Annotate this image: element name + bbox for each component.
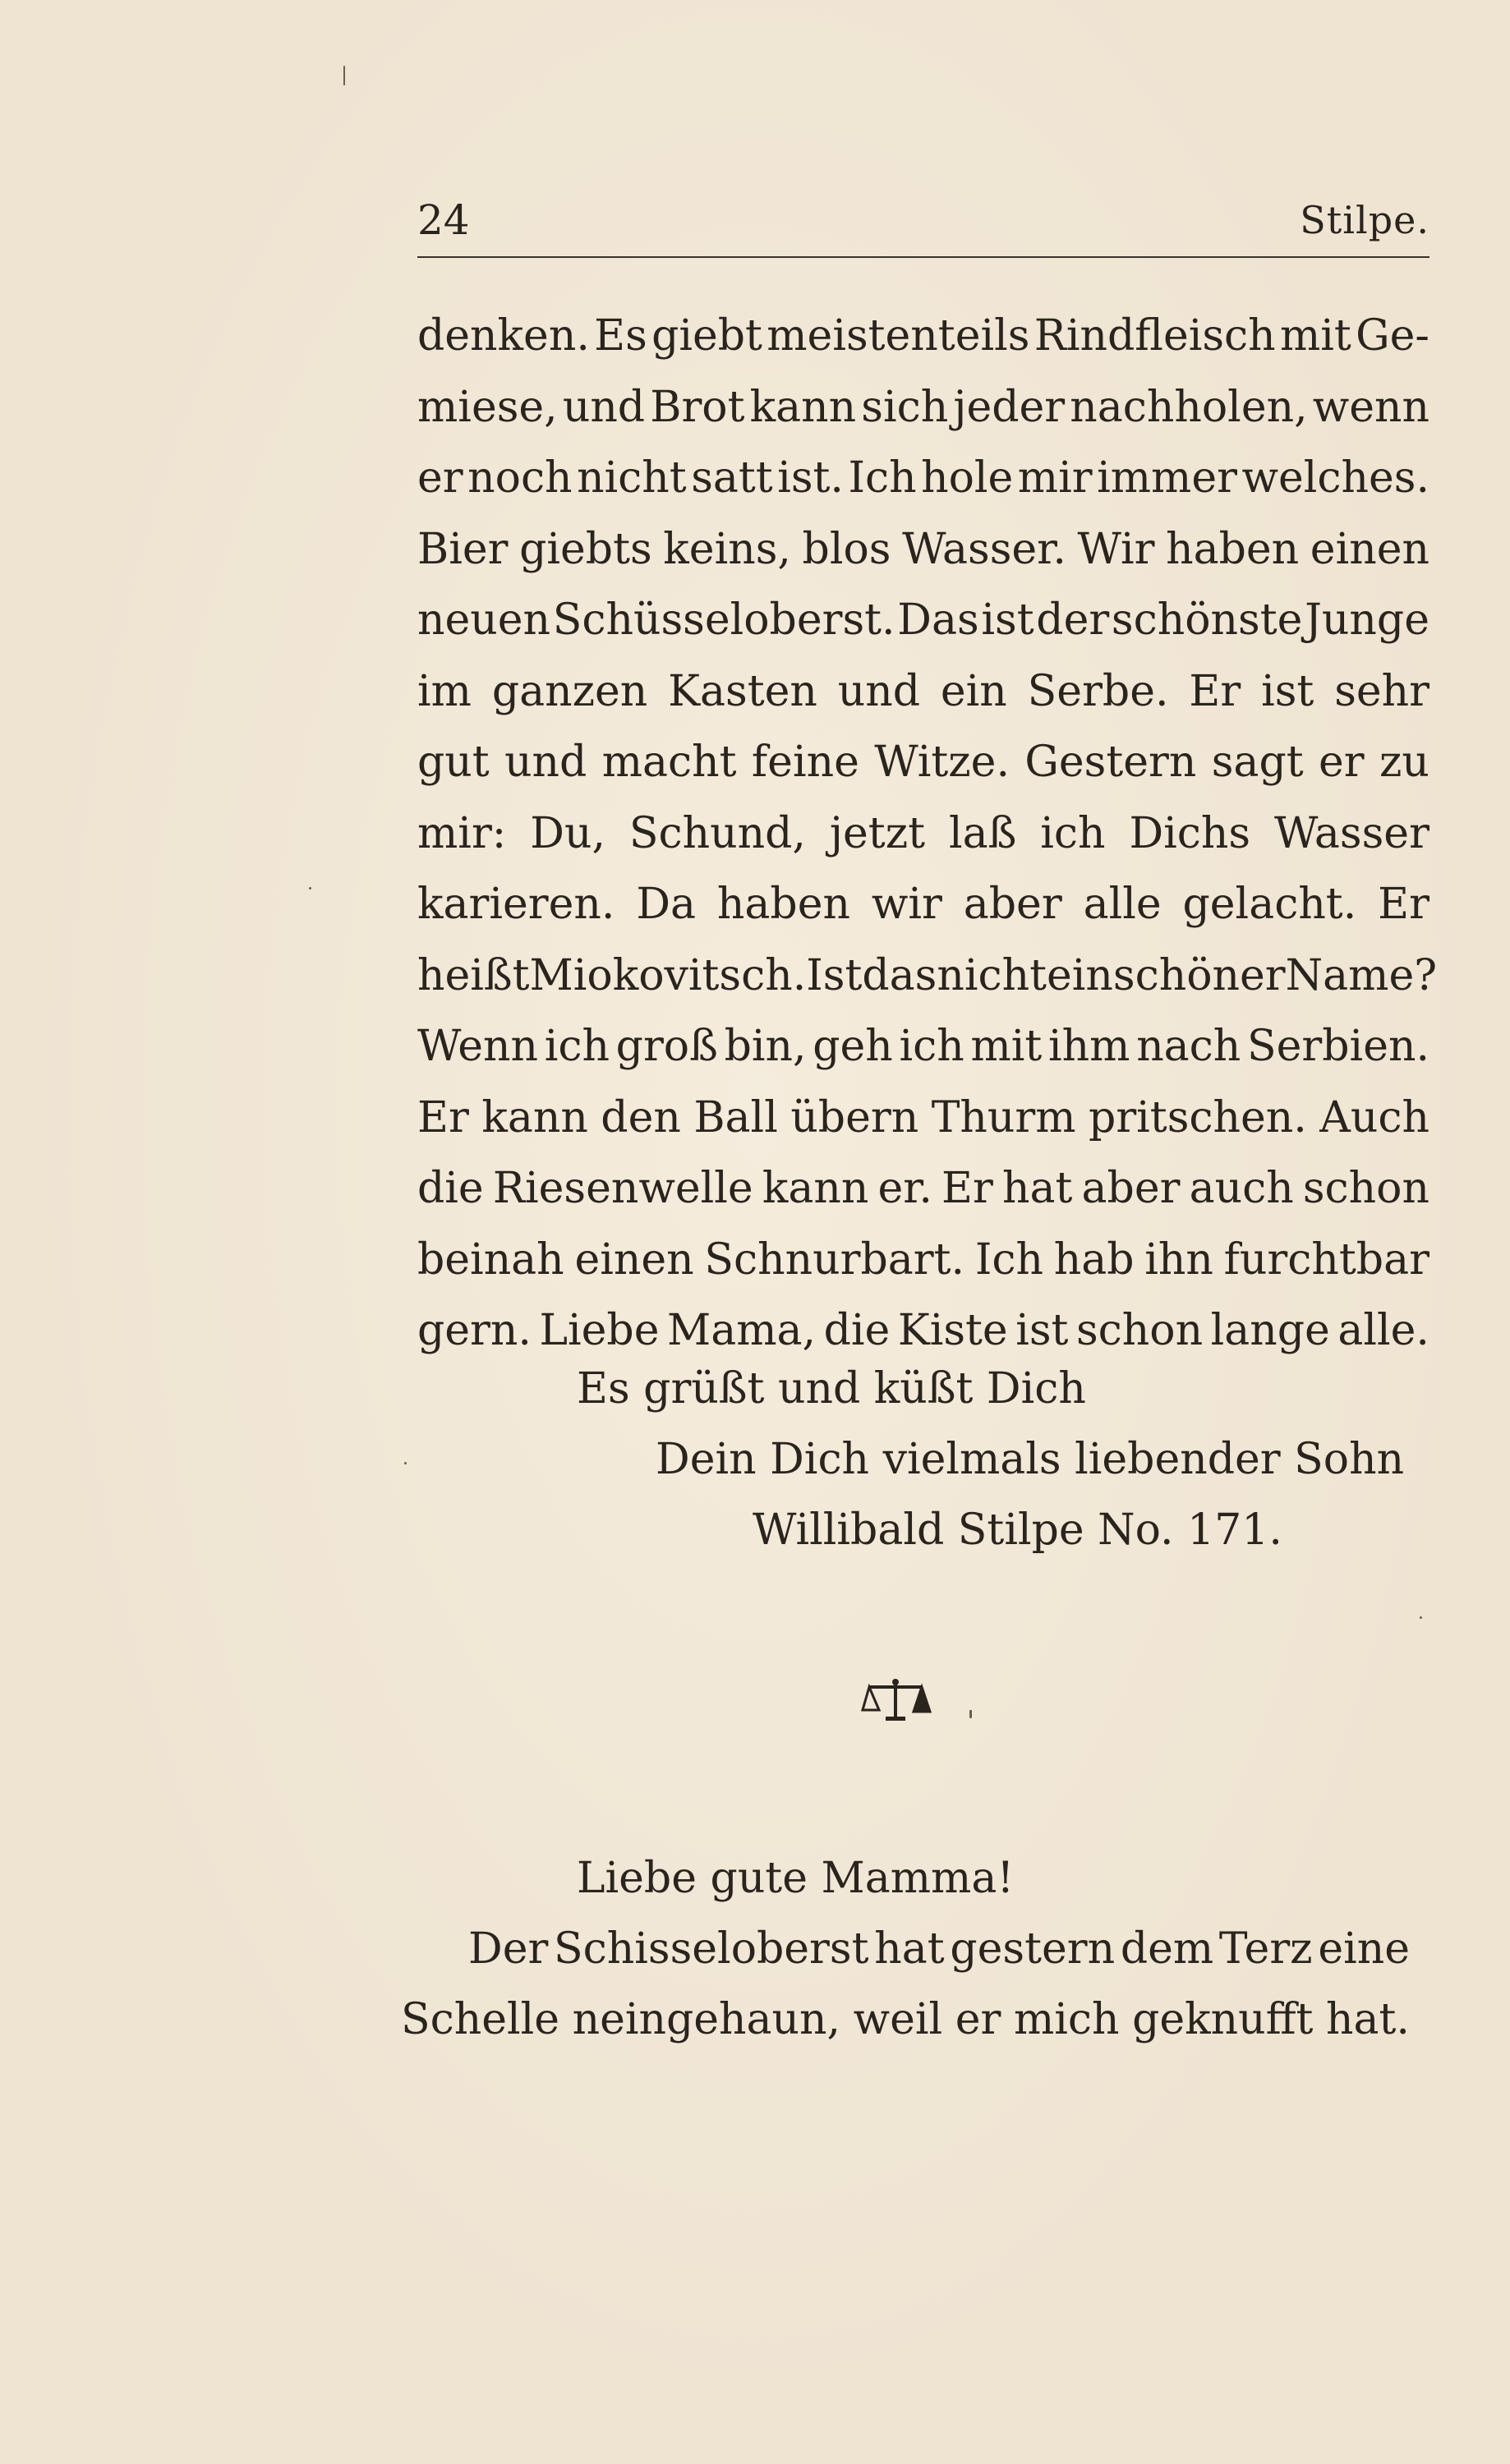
word: und [504, 738, 587, 787]
paper-mark [1420, 1616, 1422, 1619]
word: Name? [1285, 950, 1438, 1000]
page-number: 24 [417, 196, 470, 244]
word: giebt [651, 311, 762, 361]
word: haben [716, 880, 850, 929]
word: Ball [693, 1092, 778, 1142]
word: Er [1189, 666, 1241, 716]
word: ganzen [491, 666, 648, 716]
word: alle. [1337, 1306, 1429, 1355]
text-line [417, 727, 1429, 798]
word: karieren. [417, 880, 615, 929]
word: Ge- [1356, 311, 1429, 361]
word: im [417, 666, 472, 716]
word: ein [940, 666, 1007, 716]
word: Schund, [628, 808, 806, 858]
scales-icon [861, 1676, 935, 1725]
word: Dichs [1129, 808, 1251, 858]
header-rule [417, 256, 1429, 258]
word: ein [1047, 950, 1113, 1000]
word: Wir [1077, 524, 1155, 574]
word: gestern [950, 1924, 1116, 1974]
word: ihn [1144, 1234, 1213, 1285]
word: ich [544, 1022, 610, 1071]
word: bin, [724, 1022, 807, 1071]
word: Kasten [668, 666, 817, 716]
word: noch [467, 453, 573, 503]
text-line [417, 585, 1429, 656]
word: jeder [953, 382, 1066, 432]
word: schon [1302, 1164, 1429, 1213]
word: hat [874, 1924, 945, 1974]
word: mir [1017, 453, 1093, 503]
word: Schüsseloberst. [552, 595, 895, 645]
word: Kiste [897, 1306, 1008, 1355]
word: giebts [519, 524, 652, 574]
page-header [417, 195, 1429, 245]
word: keins, [663, 524, 791, 574]
word: Bier [417, 524, 509, 574]
word: Serbien. [1247, 1022, 1429, 1071]
word: Rindfleisch [1034, 311, 1276, 361]
word: Er [1378, 880, 1429, 929]
paper-mark [309, 887, 311, 890]
text-line [417, 1011, 1429, 1083]
word: ist [981, 595, 1034, 645]
word: der [1036, 595, 1110, 645]
word: neingehaun, [572, 1995, 841, 2044]
word: ist. [777, 453, 844, 503]
word: und [837, 666, 921, 716]
word: schöner [1112, 950, 1286, 1000]
running-head: Stilpe. [1300, 198, 1429, 242]
word: meistenteils [767, 311, 1030, 361]
word: nicht [937, 950, 1047, 1000]
word: Er [941, 1164, 993, 1213]
text-line [417, 656, 1429, 728]
word: aber [963, 880, 1062, 929]
paper-mark [969, 1710, 972, 1718]
word: den [601, 1092, 681, 1142]
word: Der [468, 1924, 549, 1974]
word: alle [1083, 880, 1162, 929]
word: sich [861, 382, 949, 432]
word: einen [574, 1234, 694, 1285]
word: weil [853, 1995, 943, 2044]
word: gut [417, 738, 490, 787]
word: auch [1189, 1164, 1294, 1213]
word: miese, [417, 382, 558, 432]
word: er. [877, 1164, 932, 1213]
word: ihm [1048, 1022, 1130, 1071]
text-line [417, 372, 1429, 444]
word: und [562, 382, 646, 432]
word: haben [1166, 524, 1300, 574]
paper-mark [404, 1462, 407, 1464]
text-line [417, 940, 1438, 1012]
word: er [1319, 738, 1365, 787]
word: Junge [1305, 595, 1429, 645]
paper-mark [343, 66, 345, 85]
word: Riesenwelle [492, 1164, 753, 1213]
word: Miokovitsch. [529, 950, 807, 1000]
word: er [955, 1995, 1001, 2044]
word: Du, [530, 808, 605, 858]
word: Auch [1319, 1092, 1429, 1142]
second-letter-line-1 [468, 1914, 1410, 1984]
word: Wasser [1274, 808, 1429, 858]
word: Wenn [417, 1022, 538, 1071]
word: zu [1379, 738, 1429, 787]
word: Schelle [401, 1995, 560, 2044]
word: ist [1015, 1306, 1069, 1355]
word: einen [1310, 524, 1429, 574]
word: Thurm [931, 1092, 1076, 1142]
word: Schnurbart. [704, 1234, 965, 1285]
word: mit [970, 1022, 1043, 1071]
word: neuen [417, 595, 551, 645]
word: ich [1040, 808, 1106, 858]
word: die [417, 1164, 484, 1213]
closing-signoff: Dein Dich vielmals liebender Sohn [656, 1435, 1405, 1484]
word: ist [1261, 666, 1314, 716]
second-letter-salutation: Liebe gute Mamma! [577, 1854, 1015, 1903]
word: Terz [1218, 1924, 1313, 1974]
word: mich [1013, 1995, 1120, 2044]
word: pritschen. [1089, 1092, 1307, 1142]
word: Liebe [539, 1306, 660, 1355]
word: geknufft [1132, 1995, 1314, 2044]
word: wenn [1312, 382, 1429, 432]
word: Es [594, 311, 647, 361]
word: nicht [577, 453, 687, 503]
word: beinah [417, 1234, 564, 1285]
word: kann [481, 1092, 588, 1142]
word: er [417, 453, 463, 503]
word: Gestern [1024, 738, 1197, 787]
word: Brot [650, 382, 745, 432]
text-line [417, 869, 1429, 940]
word: Ist [806, 950, 863, 1000]
text-line [417, 514, 1429, 586]
word: dem [1120, 1924, 1214, 1974]
word: schönste [1111, 595, 1303, 645]
text-line [417, 443, 1429, 514]
closing-greeting: Es grüßt und küßt Dich [577, 1364, 1086, 1414]
word: Mama, [667, 1306, 817, 1355]
word: laß [948, 808, 1017, 858]
text-line [417, 798, 1429, 870]
word: lange [1210, 1306, 1330, 1355]
word: welches. [1241, 453, 1429, 503]
word: furchtbar [1223, 1234, 1429, 1285]
word: nachholen, [1070, 382, 1308, 432]
word: immer [1097, 453, 1237, 503]
word: macht [601, 738, 737, 787]
text-line [417, 301, 1429, 372]
word: Serbe. [1027, 666, 1169, 716]
word: das [862, 950, 937, 1000]
word: hat. [1326, 1995, 1410, 2044]
word: geh [813, 1022, 893, 1071]
word: ich [899, 1022, 964, 1071]
word: Ich [848, 453, 917, 503]
word: jetzt [829, 808, 925, 858]
word: Ich [974, 1234, 1043, 1285]
word: eine [1318, 1924, 1410, 1974]
word: Witze. [874, 738, 1010, 787]
word: kann [762, 1164, 869, 1213]
word: übern [790, 1092, 919, 1142]
text-line [417, 1083, 1429, 1154]
letter-body [417, 301, 1438, 1367]
text-line [417, 1225, 1429, 1296]
word: gelacht. [1182, 880, 1357, 929]
word: wir [871, 880, 942, 929]
word: mit [1279, 311, 1351, 361]
word: sehr [1334, 666, 1429, 716]
word: Schisseloberst [554, 1924, 869, 1974]
word: denken. [417, 311, 590, 361]
second-letter-line-2 [401, 1984, 1410, 2055]
word: mir: [417, 808, 507, 858]
word: schon [1075, 1306, 1204, 1355]
word: Das [897, 595, 979, 645]
word: sagt [1211, 738, 1304, 787]
word: kann [749, 382, 857, 432]
word: groß [615, 1022, 718, 1071]
word: die [823, 1306, 891, 1355]
text-line [417, 1153, 1429, 1225]
word: hat [1002, 1164, 1073, 1213]
word: blos [802, 524, 891, 574]
word: gern. [417, 1306, 532, 1355]
word: satt [691, 453, 773, 503]
word: aber [1081, 1164, 1181, 1213]
closing-signature: Willibald Stilpe No. 171. [753, 1506, 1282, 1555]
word: hole [921, 453, 1014, 503]
word: nach [1136, 1022, 1241, 1071]
word: Er [417, 1092, 469, 1142]
word: hab [1053, 1234, 1135, 1285]
word: heißt [417, 950, 530, 1000]
word: Wasser. [902, 524, 1066, 574]
word: feine [751, 738, 859, 787]
word: Da [636, 880, 697, 929]
